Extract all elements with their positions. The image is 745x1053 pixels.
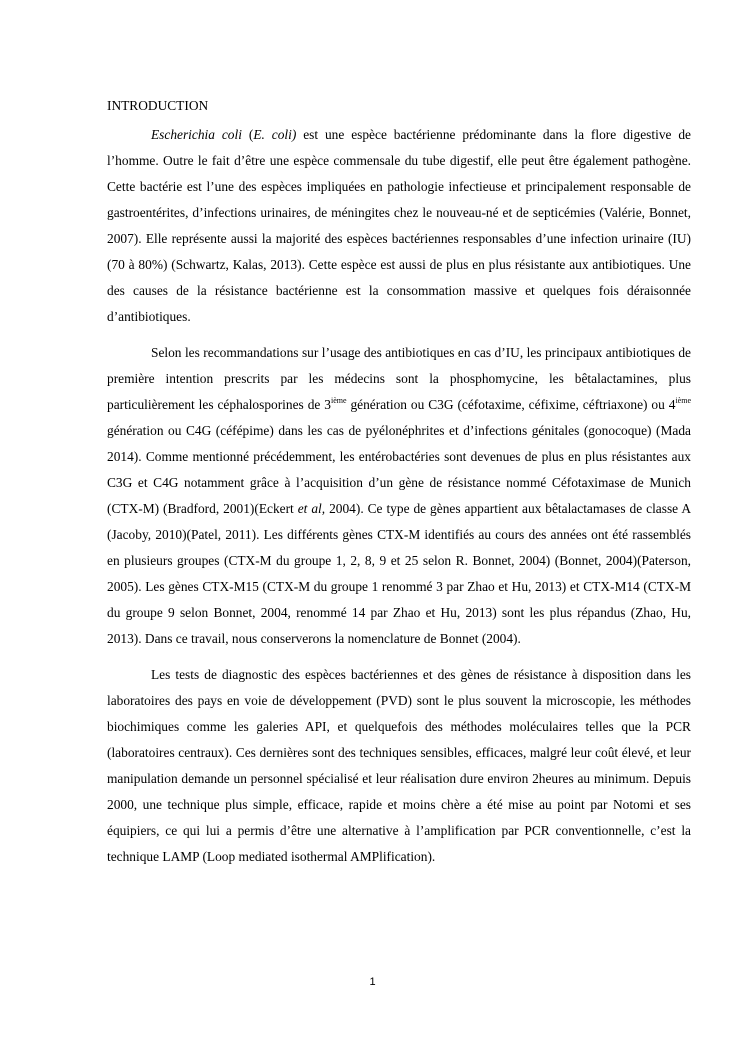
- section-heading: INTRODUCTION: [107, 98, 209, 113]
- paragraph-2-part3: génération ou C4G (céfépime) dans les cas de pyélonéphrites et d’infections génitales (gonocoque) (Mada 2014). Comme mentionné précédemment, les entérobactéries sont devenues de plus en plus résistantes aux C3G et C4G notamment grâce à l’acquisition d’un gène de résistance nommé Céfotaximase de Munich (CTX-M) (Bradford, 2001)(Eckert: [107, 423, 691, 516]
- et-al: et al,: [297, 501, 326, 516]
- superscript-ieme-1: ième: [330, 396, 347, 405]
- page-number: 1: [369, 976, 376, 988]
- paragraph-2-part2: génération ou C3G (céfotaxime, céfixime, céftriaxone) ou 4: [346, 397, 676, 412]
- paragraph-2-part4: 2004). Ce type de gènes appartient aux bêtalactamases de classe A (Jacoby, 2010)(Patel, 2011). Les différents gènes CTX-M identifiés au cours des années ont été rassemblés en plusieurs groupes (CTX-M du groupe 1, 2, 8, 9 et 25 selon R. Bonnet, 2004) (Bonnet, 2004)(Paterson, 2005). Les gènes CTX-M15 (CTX-M du groupe 1 renommé 3 par Zhao et Hu, 2013) et CTX-M14 (CTX-M du groupe 9 selon Bonnet, 2004, renommé 14 par Zhao et Hu, 2013) sont les plus répandus (Zhao, Hu, 2013). Dans ce travail, nous conserverons la nomenclature de Bonnet (2004).: [107, 501, 691, 646]
- superscript-ieme-2: ième: [675, 396, 691, 405]
- paragraph-2: [107, 340, 691, 652]
- paren-open: (: [241, 127, 254, 142]
- species-abbrev: E. coli): [253, 127, 297, 142]
- document-page: [107, 96, 691, 870]
- paragraph-1-text: est une espèce bactérienne prédominante dans la flore digestive de l’homme. Outre le fait d’être une espèce commensale du tube digestif, elle peut être également pathogène. Cette bactérie est l’une des espèces impliquées en pathologie infectieuse et principalement responsable de gastroentérites, d’infections urinaires, de méningites chez le nouveau-né et de septicémies (Valérie, Bonnet, 2007). Elle représente aussi la majorité des espèces bactériennes responsables d’une infection urinaire (IU) (70 à 80%) (Schwartz, Kalas, 2013). Cette espèce est aussi de plus en plus résistante aux antibiotiques. Une des causes de la résistance bactérienne est la consommation massive et quelques fois déraisonnée d’antibiotiques.: [107, 127, 691, 324]
- paragraph-3: Les tests de diagnostic des espèces bactériennes et des gènes de résistance à disposition dans les laboratoires des pays en voie de développement (PVD) sont le plus souvent la microscopie, les méthodes biochimiques comme les galeries API, et quelquefois des méthodes moléculaires telles que la PCR (laboratoires centraux). Ces dernières sont des techniques sensibles, efficaces, malgré leur coût élevé, et leur manipulation demande un personnel spécialisé et leur réalisation dure environ 2heures au minimum. Depuis 2000, une technique plus simple, efficace, rapide et moins chère a été mise au point par Notomi et ses équipiers, ce qui lui a permis d’être une alternative à l’amplification par PCR conventionnelle, c’est la technique LAMP (Loop mediated isothermal AMPlification).: [107, 667, 691, 864]
- species-name: Escherichia coli: [151, 127, 242, 142]
- paragraph-2-part1: Selon les recommandations sur l’usage des antibiotiques en cas d’IU, les principaux antibiotiques de première intention prescrits par les médecins sont la phosphomycine, les bêtalactamines, plus particulièrement les céphalosporines de 3: [107, 345, 691, 412]
- paragraph-1: [107, 122, 691, 330]
